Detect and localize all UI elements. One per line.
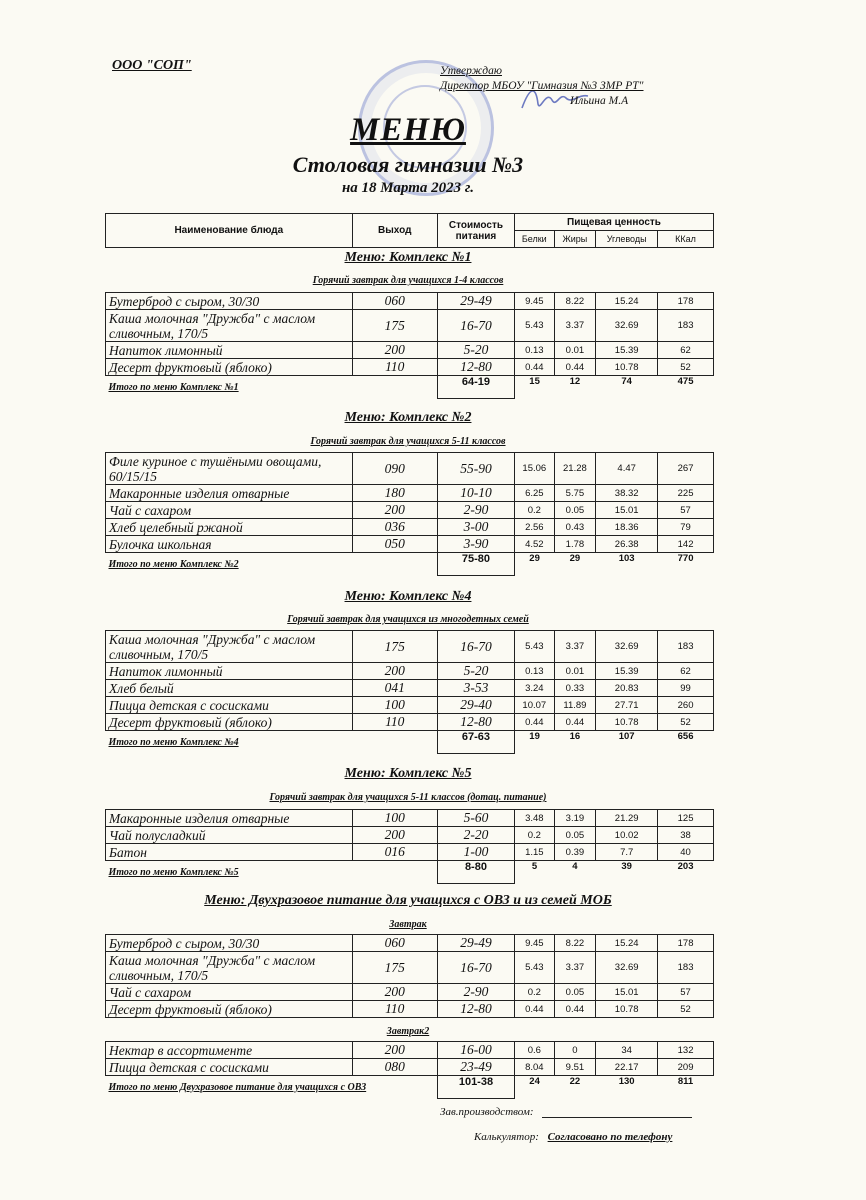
- dish-price: 5-20: [437, 663, 514, 680]
- dish-carbs: 4.47: [596, 453, 658, 485]
- dish-output: 041: [352, 680, 437, 697]
- dish-carbs: 10.78: [596, 714, 658, 731]
- dish-carbs: 34: [596, 1042, 658, 1059]
- total-row: [106, 731, 714, 754]
- total-fat: 16: [569, 731, 581, 742]
- dish-carbs: 32.69: [596, 310, 658, 342]
- dish-output: 100: [352, 810, 437, 827]
- dish-protein: 3.48: [515, 810, 555, 827]
- dish-output: 200: [352, 342, 437, 359]
- production-label: Зав.производством:: [440, 1106, 534, 1118]
- dish-output: 016: [352, 844, 437, 861]
- dish-protein: 0.2: [515, 502, 555, 519]
- dish-output: 110: [352, 359, 437, 376]
- dish-kcal: 52: [658, 714, 714, 731]
- dish-price: 5-60: [437, 810, 514, 827]
- col-price: Стоимость питания: [437, 214, 514, 248]
- menu-row: [106, 810, 714, 827]
- dish-fat: 8.22: [554, 293, 596, 310]
- menu-row: [106, 502, 714, 519]
- dish-name: Каша молочная "Дружба" с маслом сливочным, 170/5: [106, 310, 353, 342]
- dish-fat: 9.51: [554, 1059, 596, 1076]
- dish-protein: 0.44: [515, 1001, 555, 1018]
- section-subtitle: Горячий завтрак для учащихся 5-11 классов (дотац. питание): [269, 792, 547, 803]
- dish-protein: 5.43: [515, 310, 555, 342]
- dish-kcal: 40: [658, 844, 714, 861]
- section-subtitle-2: Завтрак2: [386, 1026, 430, 1037]
- menu-row: [106, 984, 714, 1001]
- col-fat: Жиры: [554, 231, 596, 248]
- total-carbs: 74: [621, 376, 632, 387]
- total-spacer: [352, 376, 437, 399]
- total-label: Итого по меню Комплекс №2: [108, 558, 239, 570]
- section-subtitle: Горячий завтрак для учащихся из многодетных семей: [287, 614, 529, 625]
- dish-kcal: 38: [658, 827, 714, 844]
- dish-name: Напиток лимонный: [106, 663, 353, 680]
- total-kcal: 656: [677, 731, 694, 742]
- dish-carbs: 15.24: [596, 935, 658, 952]
- dish-price: 16-70: [437, 310, 514, 342]
- dish-kcal: 209: [658, 1059, 714, 1076]
- dish-fat: 0.43: [554, 519, 596, 536]
- dish-output: 060: [352, 293, 437, 310]
- dish-fat: 0.39: [554, 844, 596, 861]
- dish-kcal: 260: [658, 697, 714, 714]
- total-kcal: 203: [677, 861, 694, 872]
- menu-date: на 18 Марта 2023 г.: [341, 180, 474, 196]
- col-protein: Белки: [515, 231, 555, 248]
- section-title: Меню: Комплекс №5: [344, 766, 472, 781]
- dish-price: 12-80: [437, 359, 514, 376]
- dish-fat: 0.05: [554, 502, 596, 519]
- total-spacer: [352, 731, 437, 754]
- menu-row: [106, 293, 714, 310]
- dish-fat: 3.37: [554, 631, 596, 663]
- total-protein: 5: [531, 861, 538, 872]
- dish-price: 16-70: [437, 631, 514, 663]
- total-kcal: 475: [677, 376, 694, 387]
- dish-protein: 9.45: [515, 293, 555, 310]
- dish-fat: 0: [554, 1042, 596, 1059]
- total-row: [106, 1076, 714, 1099]
- total-fat: 22: [569, 1076, 581, 1087]
- dish-fat: 0.05: [554, 984, 596, 1001]
- menu-row: [106, 1059, 714, 1076]
- menu-row: [106, 342, 714, 359]
- dish-protein: 8.04: [515, 1059, 555, 1076]
- dish-kcal: 142: [658, 536, 714, 553]
- total-label: Итого по меню Комплекс №1: [108, 381, 239, 393]
- total-fat: 4: [572, 861, 578, 872]
- dish-protein: 6.25: [515, 485, 555, 502]
- dish-name: Батон: [106, 844, 353, 861]
- dish-kcal: 178: [658, 293, 714, 310]
- section-table: [105, 934, 714, 1018]
- dish-price: 29-49: [437, 935, 514, 952]
- dish-fat: 0.44: [554, 1001, 596, 1018]
- menu-row: [106, 1042, 714, 1059]
- dish-protein: 0.6: [515, 1042, 555, 1059]
- dish-kcal: 178: [658, 935, 714, 952]
- dish-protein: 0.13: [515, 342, 555, 359]
- section-title: Меню: Комплекс №1: [344, 250, 472, 265]
- dish-kcal: 52: [658, 1001, 714, 1018]
- total-price: 75-80: [437, 553, 514, 576]
- dish-carbs: 10.78: [596, 1001, 658, 1018]
- col-dish-name: Наименование блюда: [106, 214, 353, 248]
- dish-name: Макаронные изделия отварные: [106, 810, 353, 827]
- dish-fat: 0.01: [554, 342, 596, 359]
- menu-row: [106, 697, 714, 714]
- dish-protein: 0.2: [515, 827, 555, 844]
- dish-fat: 0.05: [554, 827, 596, 844]
- dish-output: 180: [352, 485, 437, 502]
- dish-carbs: 26.38: [596, 536, 658, 553]
- dish-carbs: 10.02: [596, 827, 658, 844]
- dish-protein: 2.56: [515, 519, 555, 536]
- dish-fat: 3.37: [554, 310, 596, 342]
- dish-carbs: 22.17: [596, 1059, 658, 1076]
- total-price: 64-19: [437, 376, 514, 399]
- dish-fat: 1.78: [554, 536, 596, 553]
- dish-protein: 9.45: [515, 935, 555, 952]
- dish-protein: 0.13: [515, 663, 555, 680]
- dish-output: 200: [352, 984, 437, 1001]
- total-protein: 15: [529, 376, 540, 387]
- section-subtitle: Завтрак: [389, 919, 427, 930]
- dish-output: 060: [352, 935, 437, 952]
- total-price: 8-80: [437, 861, 514, 884]
- dish-name: Напиток лимонный: [106, 342, 353, 359]
- dish-kcal: 57: [658, 502, 714, 519]
- dish-name: Бутерброд с сыром, 30/30: [106, 935, 353, 952]
- total-carbs: 107: [618, 731, 635, 742]
- dish-carbs: 15.39: [596, 663, 658, 680]
- dish-kcal: 183: [658, 952, 714, 984]
- dish-price: 3-90: [437, 536, 514, 553]
- menu-row: [106, 714, 714, 731]
- col-nutrition: Пищевая ценность: [515, 214, 714, 231]
- dish-kcal: 225: [658, 485, 714, 502]
- dish-output: 110: [352, 1001, 437, 1018]
- total-row: [106, 861, 714, 884]
- menu-row: [106, 453, 714, 485]
- dish-protein: 5.43: [515, 631, 555, 663]
- dish-name: Десерт фруктовый (яблоко): [106, 714, 353, 731]
- dish-protein: 0.2: [515, 984, 555, 1001]
- approve-name: Ильина М.А: [570, 95, 629, 107]
- total-protein: 29: [529, 553, 540, 564]
- dish-output: 200: [352, 827, 437, 844]
- section-table: [105, 809, 714, 884]
- col-carbs: Углеводы: [596, 231, 658, 248]
- total-row: [106, 376, 714, 399]
- dish-price: 2-90: [437, 502, 514, 519]
- menu-row: [106, 844, 714, 861]
- dish-name: Десерт фруктовый (яблоко): [106, 359, 353, 376]
- dish-carbs: 38.32: [596, 485, 658, 502]
- dish-kcal: 52: [658, 359, 714, 376]
- dish-kcal: 79: [658, 519, 714, 536]
- dish-name: Десерт фруктовый (яблоко): [106, 1001, 353, 1018]
- menu-row: [106, 519, 714, 536]
- dish-price: 55-90: [437, 453, 514, 485]
- dish-protein: 3.24: [515, 680, 555, 697]
- dish-fat: 3.37: [554, 952, 596, 984]
- dish-price: 3-00: [437, 519, 514, 536]
- dish-price: 23-49: [437, 1059, 514, 1076]
- dish-fat: 0.44: [554, 714, 596, 731]
- dish-name: Пицца детская с сосисками: [106, 697, 353, 714]
- dish-protein: 0.44: [515, 714, 555, 731]
- dish-carbs: 20.83: [596, 680, 658, 697]
- dish-name: Каша молочная "Дружба" с маслом сливочным, 170/5: [106, 952, 353, 984]
- section-table: [105, 292, 714, 399]
- dish-protein: 0.44: [515, 359, 555, 376]
- approve-position: Директор МБОУ "Гимназия №3 ЗМР РТ": [440, 80, 644, 92]
- total-label: Итого по меню Двухразовое питание для учащихся с ОВЗ: [108, 1081, 367, 1093]
- dish-name: Пицца детская с сосисками: [106, 1059, 353, 1076]
- dish-output: 050: [352, 536, 437, 553]
- dish-name: Булочка школьная: [106, 536, 353, 553]
- dish-fat: 3.19: [554, 810, 596, 827]
- dish-price: 1-00: [437, 844, 514, 861]
- total-carbs: 130: [618, 1076, 635, 1087]
- dish-output: 036: [352, 519, 437, 536]
- total-price: 67-63: [437, 731, 514, 754]
- dish-kcal: 267: [658, 453, 714, 485]
- dish-carbs: 15.24: [596, 293, 658, 310]
- menu-row: [106, 485, 714, 502]
- menu-row: [106, 952, 714, 984]
- dish-output: 175: [352, 310, 437, 342]
- dish-output: 200: [352, 502, 437, 519]
- dish-kcal: 62: [658, 663, 714, 680]
- dish-name: Каша молочная "Дружба" с маслом сливочным, 170/5: [106, 631, 353, 663]
- dish-price: 3-53: [437, 680, 514, 697]
- menu-row: [106, 680, 714, 697]
- dish-name: Нектар в ассортименте: [106, 1042, 353, 1059]
- calculator-value: Согласовано по телефону: [547, 1131, 673, 1143]
- dish-output: 110: [352, 714, 437, 731]
- dish-kcal: 183: [658, 631, 714, 663]
- dish-fat: 21.28: [554, 453, 596, 485]
- total-fat: 29: [569, 553, 581, 564]
- total-kcal: 811: [677, 1076, 694, 1087]
- dish-name: Макаронные изделия отварные: [106, 485, 353, 502]
- dish-price: 29-49: [437, 293, 514, 310]
- total-carbs: 39: [621, 861, 632, 872]
- section-table-2: [105, 1041, 714, 1099]
- section-title: Меню: Двухразовое питание для учащихся с ОВЗ и из семей МОБ: [204, 893, 612, 908]
- dish-name: Хлеб целебный ржаной: [106, 519, 353, 536]
- dish-fat: 5.75: [554, 485, 596, 502]
- dish-fat: 11.89: [554, 697, 596, 714]
- col-output: Выход: [352, 214, 437, 248]
- dish-carbs: 7.7: [596, 844, 658, 861]
- menu-row: [106, 359, 714, 376]
- dish-name: Чай полусладкий: [106, 827, 353, 844]
- menu-row: [106, 631, 714, 663]
- production-signature-line: [542, 1117, 692, 1118]
- total-price: 101-38: [437, 1076, 514, 1099]
- dish-output: 175: [352, 952, 437, 984]
- dish-protein: 10.07: [515, 697, 555, 714]
- section-title: Меню: Комплекс №2: [344, 410, 472, 425]
- dish-carbs: 21.29: [596, 810, 658, 827]
- dish-protein: 4.52: [515, 536, 555, 553]
- column-header-table: [105, 213, 714, 248]
- dish-output: 090: [352, 453, 437, 485]
- total-spacer: [352, 861, 437, 884]
- dish-output: 080: [352, 1059, 437, 1076]
- dish-kcal: 183: [658, 310, 714, 342]
- menu-row: [106, 935, 714, 952]
- dish-kcal: 132: [658, 1042, 714, 1059]
- menu-row: [106, 310, 714, 342]
- calculator-label: Калькулятор:: [474, 1131, 539, 1143]
- dish-price: 2-20: [437, 827, 514, 844]
- dish-carbs: 32.69: [596, 631, 658, 663]
- approve-label: Утверждаю: [440, 65, 502, 77]
- col-kcal: ККал: [658, 231, 714, 248]
- dish-carbs: 15.01: [596, 984, 658, 1001]
- total-label: Итого по меню Комплекс №4: [108, 736, 239, 748]
- total-spacer: [352, 553, 437, 576]
- dish-fat: 8.22: [554, 935, 596, 952]
- menu-row: [106, 1001, 714, 1018]
- approval-block: [440, 64, 644, 109]
- dish-price: 16-00: [437, 1042, 514, 1059]
- total-carbs: 103: [618, 553, 635, 564]
- dish-name: Бутерброд с сыром, 30/30: [106, 293, 353, 310]
- total-protein: 19: [529, 731, 540, 742]
- dish-output: 175: [352, 631, 437, 663]
- page-title: МЕНЮ: [350, 112, 466, 148]
- dish-carbs: 10.78: [596, 359, 658, 376]
- dish-price: 12-80: [437, 714, 514, 731]
- section-table: [105, 630, 714, 754]
- section-title: Меню: Комплекс №4: [344, 589, 472, 604]
- dish-carbs: 15.01: [596, 502, 658, 519]
- dish-carbs: 27.71: [596, 697, 658, 714]
- dish-carbs: 18.36: [596, 519, 658, 536]
- dish-kcal: 125: [658, 810, 714, 827]
- total-protein: 24: [529, 1076, 540, 1087]
- dish-fat: 0.44: [554, 359, 596, 376]
- dish-name: Чай с сахаром: [106, 502, 353, 519]
- dish-price: 29-40: [437, 697, 514, 714]
- menu-row: [106, 827, 714, 844]
- section-subtitle: Горячий завтрак для учащихся 1-4 классов: [312, 275, 504, 286]
- dish-name: Хлеб белый: [106, 680, 353, 697]
- dish-protein: 15.06: [515, 453, 555, 485]
- dish-kcal: 99: [658, 680, 714, 697]
- organization-name: ООО "СОП": [112, 58, 192, 73]
- dish-protein: 1.15: [515, 844, 555, 861]
- dish-kcal: 57: [658, 984, 714, 1001]
- dish-fat: 0.33: [554, 680, 596, 697]
- dish-output: 100: [352, 697, 437, 714]
- total-kcal: 770: [677, 553, 694, 564]
- dish-carbs: 32.69: [596, 952, 658, 984]
- production-signoff: [440, 1106, 692, 1118]
- menu-row: [106, 536, 714, 553]
- dish-output: 200: [352, 663, 437, 680]
- total-row: [106, 553, 714, 576]
- page-subtitle: Столовая гимназии №3: [292, 152, 524, 177]
- dish-protein: 5.43: [515, 952, 555, 984]
- dish-output: 200: [352, 1042, 437, 1059]
- total-label: Итого по меню Комплекс №5: [108, 866, 239, 878]
- dish-kcal: 62: [658, 342, 714, 359]
- dish-price: 16-70: [437, 952, 514, 984]
- dish-carbs: 15.39: [596, 342, 658, 359]
- calculator-signoff: [474, 1131, 672, 1143]
- dish-price: 12-80: [437, 1001, 514, 1018]
- section-table: [105, 452, 714, 576]
- dish-price: 5-20: [437, 342, 514, 359]
- dish-fat: 0.01: [554, 663, 596, 680]
- dish-name: Чай с сахаром: [106, 984, 353, 1001]
- menu-row: [106, 663, 714, 680]
- section-subtitle: Горячий завтрак для учащихся 5-11 классов: [310, 436, 506, 447]
- total-fat: 12: [569, 376, 581, 387]
- dish-price: 2-90: [437, 984, 514, 1001]
- dish-price: 10-10: [437, 485, 514, 502]
- dish-name: Филе куриное с тушёными овощами, 60/15/15: [106, 453, 353, 485]
